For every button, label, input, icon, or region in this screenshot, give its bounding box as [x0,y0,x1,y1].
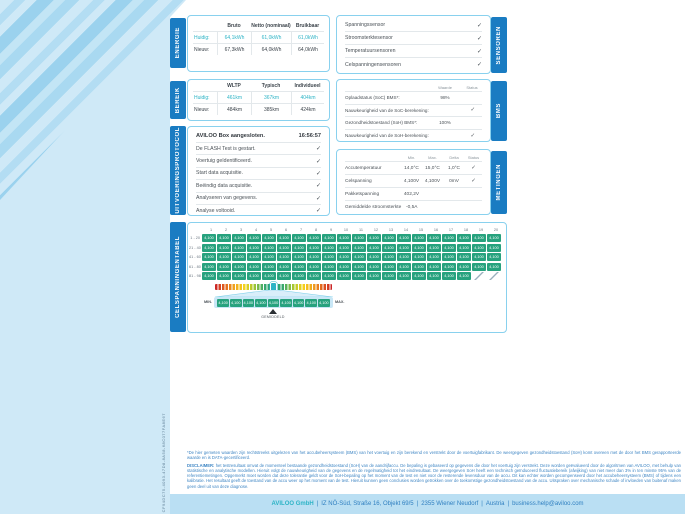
protocol-panel [187,126,330,216]
sensor-row [345,19,482,32]
check-icon: ✓ [470,107,476,114]
summary-cell: 4,100 [281,300,291,305]
cell-col-header: 1 [209,228,213,232]
sensor-row [345,32,482,45]
cell-voltage: 4,100 [262,272,276,280]
bms-row-label: Nauwkeurigheid van de SoC-berekening: [345,107,429,113]
cell-voltage: 4,100 [247,253,261,261]
tab-metingen [491,151,507,214]
energie-nieuw-label: Nieuw: [194,46,210,53]
cell-voltage: 4,100 [337,272,351,280]
cell-voltage: 4,100 [217,263,231,271]
cell-voltage: 4,100 [412,234,426,242]
energie-huidig-label: Huidig: [194,34,210,41]
cell-voltage: 4,100 [217,244,231,252]
metingen-min: 402,2V [403,191,420,197]
metingen-col-status: Status [467,155,480,160]
cell-row-label: 21 - 40 [189,245,201,250]
cell-voltage: 4,100 [382,253,396,261]
protocol-step [196,192,321,204]
bereik-header-row [193,83,324,91]
cell-grid [189,227,504,282]
summary-cell: 4,100 [256,300,266,305]
footer-bar [170,494,685,514]
metingen-row-label: Pakketspanning [345,191,380,197]
cell-voltage: 4,100 [277,253,291,261]
metingen-row-label: Celspanning [345,178,372,184]
cell-voltage: 4,100 [247,244,261,252]
cell-voltage: 4,100 [277,244,291,252]
bereik-col-spacer [193,83,217,91]
scale-connector-shape [214,290,334,297]
check-icon: ✓ [315,183,321,190]
cell-voltage: 4,100 [232,244,246,252]
cell-voltage: 4,100 [277,272,291,280]
cell-voltage: 4,100 [367,234,381,242]
energie-row-nieuw [193,43,324,55]
cell-grid-header [189,227,504,233]
cell-voltage: 4,100 [442,263,456,271]
cell-col-header: 19 [478,228,484,232]
cell-voltage: 4,100 [352,263,366,271]
cell-voltage: 4,100 [382,244,396,252]
bereik-nieuw-label: Nieuw: [194,106,210,113]
metingen-max: 4,100V [424,178,441,184]
bereik-col-typisch: Typisch [261,83,281,90]
cell-voltage: 4,100 [442,253,456,261]
check-icon: ✓ [471,165,476,171]
max-label: MAX. [335,300,345,304]
sensor-label: Celspanningensensoren [345,61,401,68]
sensor-row [345,45,482,58]
tab-bms [491,81,507,141]
cell-voltage: 4,100 [487,234,501,242]
cell-voltage: 4,100 [427,244,441,252]
cell-voltage: 4,100 [277,263,291,271]
sensoren-panel [336,15,491,74]
protocol-step [196,204,321,216]
disclaimer-label: DISCLAIMER: [187,463,215,469]
cell-voltage: 4,100 [307,234,321,242]
cell-row-label: 41 - 60 [189,255,201,259]
bms-row-label: Gezondheidstoestand (SoH) BMS*: [345,120,418,126]
tab-sensoren-label: SENSOREN [496,25,502,65]
cell-voltage: 4,100 [442,234,456,242]
cell-voltage: 4,100 [307,272,321,280]
cell-voltage: 4,100 [427,272,441,280]
cell-voltage: 4,100 [367,272,381,280]
cell-voltage: 4,100 [202,244,216,252]
cell-voltage: 4,100 [352,272,366,280]
cell-col-header: 6 [284,228,288,232]
bms-row [345,91,482,104]
cell-voltage: 4,100 [367,244,381,252]
cell-voltage: 4,100 [427,234,441,242]
cell-voltage: 4,100 [397,244,411,252]
footer-separator: | [481,501,483,507]
bereik-row-nieuw [193,103,324,115]
cell-voltage: 4,100 [292,263,306,271]
cell-row-label: 81 - 98 [189,274,201,278]
check-icon: ✓ [476,48,482,55]
cell-voltage: 4,100 [232,272,246,280]
bms-row [345,116,482,129]
cell-voltage: 4,100 [307,263,321,271]
cell-voltage: 4,100 [472,263,486,271]
cell-voltage: 4,100 [292,234,306,242]
cell-col-header: 18 [463,228,469,232]
check-icon: ✓ [315,158,321,165]
metingen-row [345,174,482,187]
cell-voltage: 4,100 [487,263,501,271]
cell-col-header: 20 [493,228,499,232]
metingen-panel [336,149,491,215]
cell-voltage: 4,100 [337,234,351,242]
summary-cell: 4,100 [230,300,241,305]
cell-row [189,272,504,280]
summary-cell: 4,100 [268,300,279,305]
tab-bereik [170,81,186,119]
summary-cell: 4,100 [218,300,228,305]
cell-voltage: 4,100 [442,244,456,252]
cell-col-header: 8 [314,228,318,232]
check-icon: ✓ [315,195,321,202]
footer-separator: | [316,501,319,507]
cell-col-header: 10 [343,228,349,232]
cell-voltage: 4,100 [487,253,501,261]
bereik-huidig-individueel: 404km [291,92,324,103]
footer-separator: | [416,501,419,507]
tab-energie-label: ENERGIE [175,27,181,59]
cell-voltage: 4,100 [412,263,426,271]
energie-col-spacer [193,19,217,31]
protocol-step-label: De FLASH Test is gestart. [196,145,256,152]
disclaimer-body: het testresultaat omvat de momenteel bestaande gezondheidstoestand (SoH) van de aandrijfaccu. De bepaling is gebaseerd op gegevens die door het voertuig zijn verstrekt. Deze worden geëvalueerd door de algoritmen van AVILOO, met behulp van statistische en analytische modellen. Hieruit volgt de nauwkeurigheid van de gegevens en de regelmatigheid tot het eindresultaat. De weergegeven SoH heeft een technisch geïnduceerd fluctuatiebereik (afwijking) van niet meer dan 3% in ten minste 95% van de referentiemetingen. Opgemerkt moet worden dat deze tolerantie geldt voor de SoH-bepaling op het moment van de test en niet voor de resterende levensduur van de accu. Dit kan echter worden gecompenseerd door het accubeheersysteem (BMS) of tijdens een kalibratie. Het resultaat geeft de toestand van de accu weer op het moment van de test. Hieruit kunnen geen conclusies worden getrokken over de toekomstige gezondheidstoestand van de accu. Uitspraken over mechanische schade of invloeden van buitenaf maken geen deel uit van deze diagnose. [187,463,681,489]
protocol-step-label: Analyse voltooid. [196,207,236,214]
cell-voltage: 4,100 [457,272,471,280]
cell-voltage: 4,100 [337,263,351,271]
cell-row [189,263,504,271]
bms-row-label: Oplaadstatus (SoC) BMS*: [345,95,400,101]
summary-cell: 4,100 [306,300,317,305]
cell-row [189,253,504,261]
protocol-step [196,142,321,154]
cell-voltage: 4,100 [322,244,336,252]
tab-celspanningentabel-label: CELSPANNINGENTABEL [175,236,181,318]
cell-voltage: 4,100 [247,234,261,242]
bereik-huidig-wltp: 461km [217,92,251,103]
cell-voltage: 4,100 [292,244,306,252]
protocol-box-connected-label: AVILOO Box aangesloten. [196,132,265,139]
protocol-step-label: Beëindig data acquisitie. [196,182,253,189]
cell-voltage: 4,100 [232,263,246,271]
cell-col-header: 12 [373,228,379,232]
cell-voltage: 4,100 [442,272,456,280]
cell-voltage: 4,100 [412,272,426,280]
protocol-time: 16:56:57 [298,132,321,139]
cell-row-label: 61 - 80 [189,264,201,269]
corner-stripes-decoration [0,0,186,200]
cell-col-header: 9 [329,228,333,232]
tab-uitvoeringsprotocol-label: UITVOERINGSPROTOCOL [175,127,181,214]
bms-row [345,104,482,117]
cell-voltage: 4,100 [307,244,321,252]
cell-empty [487,272,501,280]
cell-voltage: 4,100 [352,244,366,252]
metingen-min: 14,0°C [404,165,419,171]
sensor-label: Temperatuursensoren [345,48,396,54]
bereik-huidig-typisch: 367km [251,92,291,103]
cell-voltage: 4,100 [232,253,246,261]
metingen-min: 4,100V [403,178,420,184]
metingen-min: -0,5A [406,204,418,210]
bms-row-value: 98% [440,95,450,101]
footer-city: 2355 Wiener Neudorf [421,501,479,507]
cell-voltage: 4,100 [382,263,396,271]
cell-voltage: 4,100 [202,253,216,261]
cell-voltage: 4,100 [457,253,471,261]
footnote-block [187,450,681,489]
cell-voltage: 4,100 [487,244,501,252]
energie-col-bruikbaar: Bruikbaar [295,23,320,30]
check-icon: ✓ [315,208,321,215]
cell-row-label: 1 - 20 [190,236,200,240]
cell-col-header: 17 [448,228,454,232]
cell-grid-body [189,234,504,280]
cell-col-header: 14 [403,228,409,232]
tab-bereik-label: BEREIK [175,86,181,114]
summary-cell: 4,100 [293,300,304,305]
bms-row-value: 100% [439,120,451,126]
bms-panel [336,79,491,142]
cell-voltage: 4,100 [292,272,306,280]
energie-panel [187,15,330,72]
cell-voltage: 4,100 [457,244,471,252]
cell-col-header: 7 [299,228,303,232]
cell-voltage: 4,100 [217,272,231,280]
footnote-text: *De hier gemeten waarden zijn rechtstreeks uitgelezen van het accubeheersysteem (BMS) van het voertuig en zijn berekend en verstrekt door de voertuigfabrikant. De weergegeven gezondheidstoestand (SoH) komt overeen met de door het BMS gerapporteerde waarde en is DATA-gecertificeerd. [187,450,681,461]
energie-row-huidig [193,31,324,43]
protocol-step-label: Voertuig geïdentificeerd. [196,158,252,165]
metingen-row [345,161,482,174]
cell-col-header: 13 [388,228,394,232]
metingen-col-delta: Delta [449,155,459,160]
report-uuid [158,388,168,512]
cell-voltage: 4,100 [217,234,231,242]
protocol-header-row [196,129,321,142]
energie-col-netto: Netto (nominaal) [251,23,291,30]
cell-voltage: 4,100 [202,263,216,271]
tab-bms-label: BMS [496,103,502,119]
average-label: GEMIDDELD [261,315,285,319]
cell-voltage: 4,100 [397,234,411,242]
footer-email-link[interactable]: business.help@aviloo.com [512,501,584,507]
cell-voltage: 4,100 [247,263,261,271]
cell-voltage: 4,100 [232,234,246,242]
metingen-delta: 0mV [449,178,459,184]
bereik-nieuw-wltp: 484km [217,104,251,115]
check-icon: ✓ [476,35,482,42]
metingen-row-label: Gemiddelde stroomsterkte [345,204,402,210]
sensor-label: Stroomsterktesensor [345,35,393,41]
cell-voltage: 4,100 [412,244,426,252]
cell-voltage: 4,100 [367,263,381,271]
cell-col-header: 5 [269,228,273,232]
bereik-huidig-label: Huidig: [194,94,210,101]
bereik-col-wltp: WLTP [227,83,241,90]
metingen-row [345,187,482,200]
footer-company: AVILOO GmbH [271,501,314,507]
energie-huidig-bruikbaar: 61,0kWh [291,32,324,43]
bms-col-status: Status [466,85,478,90]
energie-huidig-bruto: 64,1kWh [217,32,251,43]
bereik-nieuw-individueel: 424km [291,104,324,115]
bereik-panel [187,79,330,121]
cell-voltage: 4,100 [322,263,336,271]
protocol-step-label: Analyseren van gegevens. [196,195,258,202]
cell-voltage: 4,100 [352,253,366,261]
cell-voltage: 4,100 [292,253,306,261]
metingen-col-max: Max. [428,155,437,160]
energie-nieuw-bruto: 67,3kWh [217,44,251,55]
cell-voltage: 4,100 [397,272,411,280]
min-label: MIN. [203,300,212,304]
metingen-col-min: Min. [407,155,416,160]
cell-voltage: 4,100 [472,253,486,261]
cell-voltage: 4,100 [322,272,336,280]
bms-row [345,129,482,142]
cell-voltage: 4,100 [337,253,351,261]
footer-country: Austria [485,501,505,507]
cell-col-header: 11 [359,228,363,232]
tab-energie [170,18,186,68]
report-uuid-text: CF94DC75-4093-47D8-8A58-68C077FA8E67 [160,412,166,512]
cell-voltage: 4,100 [397,263,411,271]
cell-voltage: 4,100 [262,244,276,252]
metingen-row [345,200,482,213]
disclaimer-text [187,463,681,488]
cell-voltage: 4,100 [412,253,426,261]
sensor-row [345,58,482,71]
cell-voltage: 4,100 [472,234,486,242]
cell-col-header: 3 [239,228,243,232]
bereik-nieuw-typisch: 385km [251,104,291,115]
cell-voltage: 4,100 [202,234,216,242]
bms-header-row [345,82,482,91]
cell-voltage: 4,100 [382,272,396,280]
cell-row [189,244,504,252]
cell-voltage: 4,100 [397,253,411,261]
cell-voltage: 4,100 [322,253,336,261]
cell-voltage: 4,100 [247,272,261,280]
cell-voltage: 4,100 [262,253,276,261]
tab-uitvoeringsprotocol [170,126,186,215]
cell-col-header: 15 [418,228,424,232]
energie-nieuw-bruikbaar: 64,0kWh [291,44,324,55]
cell-voltage: 4,100 [457,234,471,242]
cell-voltage: 4,100 [472,244,486,252]
bms-row-label: Nauwkeurigheid van de SoH-berekening: [345,133,429,139]
sidebar-background [0,0,170,514]
metingen-delta: 1,0°C [447,165,461,171]
cell-voltage: 4,100 [352,234,366,242]
check-icon: ✓ [315,170,321,177]
summary-cell: 4,100 [319,300,329,305]
check-icon: ✓ [470,132,476,139]
check-icon: ✓ [315,146,321,153]
cell-voltage: 4,100 [217,253,231,261]
celspanningentabel-panel [187,222,507,333]
tab-sensoren [491,17,507,73]
protocol-step [196,167,321,179]
cell-col-header: 16 [433,228,439,232]
cell-voltage: 4,100 [262,263,276,271]
check-icon: ✓ [471,178,476,184]
energie-huidig-netto: 61,0kWh [251,32,291,43]
energie-header-row [193,19,324,31]
metingen-row-label: Accutemperatuur [345,165,382,171]
energie-nieuw-netto: 64,0kWh [251,44,291,55]
cell-voltage: 4,100 [337,244,351,252]
cell-voltage: 4,100 [322,234,336,242]
footer-separator: | [507,501,510,507]
cell-voltage: 4,100 [382,234,396,242]
cell-voltage: 4,100 [457,263,471,271]
energie-col-bruto: Bruto [227,23,241,30]
protocol-step-label: Start data acquisitie. [196,170,244,177]
protocol-step [196,179,321,191]
summary-cell: 4,100 [243,300,254,305]
cell-empty [472,272,486,280]
bereik-col-individueel: Individueel [294,83,321,90]
check-icon: ✓ [476,62,482,68]
footer-address: IZ NÖ-Süd, Straße 16, Objekt 69/5 [321,501,414,507]
bereik-row-huidig [193,91,324,103]
metingen-max: 15,0°C [425,165,440,171]
cell-voltage: 4,100 [262,234,276,242]
protocol-step [196,154,321,166]
tab-celspanningentabel [170,222,186,332]
cell-voltage: 4,100 [202,272,216,280]
cell-col-header: 4 [254,228,258,232]
check-icon: ✓ [476,22,482,29]
summary-cells [214,297,333,308]
metingen-header-row [345,152,482,161]
cell-grid-header-spacer [189,227,204,233]
tab-metingen-label: METINGEN [496,164,502,201]
cell-voltage: 4,100 [427,263,441,271]
cell-voltage: 4,100 [307,253,321,261]
average-marker-triangle [269,309,277,314]
cell-row [189,234,504,242]
cell-voltage: 4,100 [427,253,441,261]
bms-col-waarde: Waarde [438,85,452,90]
sensor-label: Spanningssensor [345,22,386,28]
cell-col-header: 2 [224,228,228,232]
cell-voltage: 4,100 [367,253,381,261]
cell-voltage: 4,100 [277,234,291,242]
